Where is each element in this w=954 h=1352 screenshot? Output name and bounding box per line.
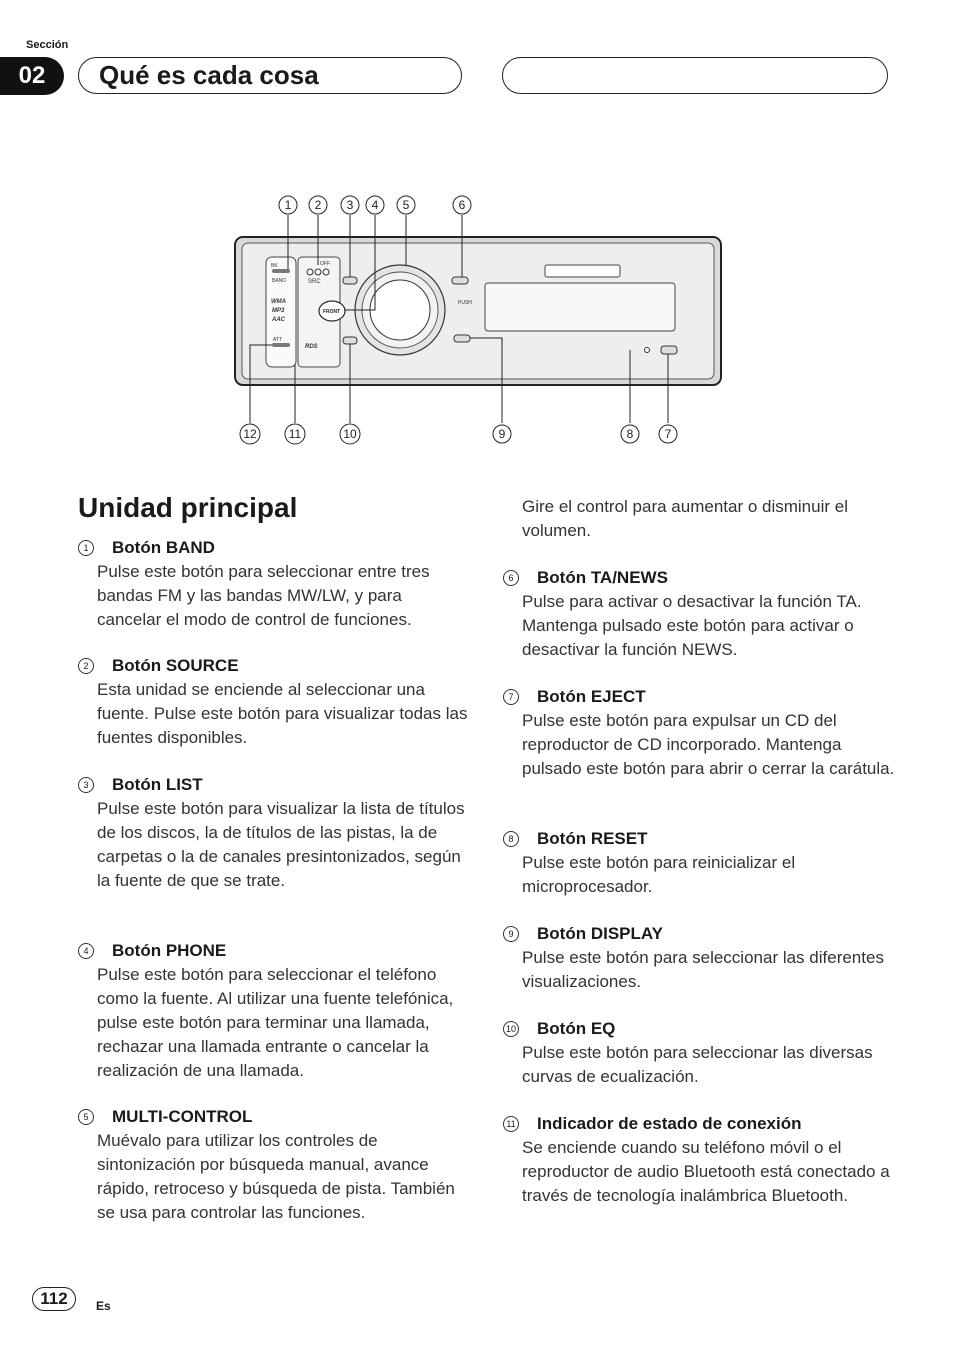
blank-header-box: [502, 57, 888, 94]
item-number: 4: [78, 943, 94, 959]
list-item: [78, 773, 470, 893]
item-title: Botón BAND: [112, 538, 215, 557]
item-number: 11: [503, 1116, 519, 1132]
section-heading: Unidad principal: [78, 492, 298, 523]
callout-3: 3: [346, 198, 354, 212]
label-src: SRC: [308, 279, 321, 285]
eject-button[interactable]: [661, 346, 677, 354]
callout-7: 7: [664, 427, 672, 441]
item-description: Pulse este botón para reinicializar el microprocesador.: [522, 853, 796, 896]
item-description: Pulse este botón para seleccionar las diferentes visualizaciones.: [522, 948, 884, 991]
item-number: 6: [503, 570, 519, 586]
item-number: 3: [78, 777, 94, 793]
label-att: ATT: [273, 337, 283, 343]
label-push: PUSH: [458, 300, 472, 306]
item-description: Pulse este botón para expulsar un CD del reproductor de CD incorporado. Mantenga pulsado este botón para abrir o cerrar la carátula.: [522, 711, 895, 778]
label-mp3: MP3: [272, 308, 285, 314]
section-number-badge: 02: [0, 57, 64, 95]
item-description: Se enciende cuando su teléfono móvil o el reproductor de audio Bluetooth está conectado a través de tecnología inalámbrica Bluetooth.: [522, 1138, 890, 1205]
item-number: 7: [503, 689, 519, 705]
language-code: Es: [96, 1299, 111, 1313]
list-button[interactable]: [343, 277, 357, 284]
item-number: 5: [78, 1109, 94, 1125]
callout-1: 1: [284, 198, 292, 212]
item-description: Pulse este botón para visualizar la lista de títulos de los discos, la de títulos de las pistas, la de carpetas o la de canales presintonizados, según la fuente de que se trate.: [97, 799, 465, 890]
list-item: [78, 654, 470, 750]
list-item: [503, 1112, 895, 1208]
head-unit-illustration: [200, 185, 760, 465]
item-number: 9: [503, 926, 519, 942]
continued-paragraph: [503, 495, 895, 543]
callout-4: 4: [371, 198, 379, 212]
list-item: [503, 1017, 895, 1089]
item-title: Botón RESET: [537, 829, 648, 848]
ta-news-button[interactable]: [452, 277, 468, 284]
page-number: 112: [32, 1287, 76, 1311]
label-off: OFF: [320, 261, 330, 267]
label-band: BAND: [272, 278, 286, 284]
item-description: Esta unidad se enciende al seleccionar una fuente. Pulse este botón para visualizar todas las fuentes disponibles.: [97, 680, 468, 747]
callout-10: 10: [343, 427, 357, 441]
item-title: Botón EJECT: [537, 687, 646, 706]
item-description: Pulse para activar o desactivar la función TA. Mantenga pulsado este botón para activar o desactivar la función NEWS.: [522, 592, 862, 659]
label-bk: BK: [271, 263, 278, 269]
item-number: 1: [78, 540, 94, 556]
item-title: Botón PHONE: [112, 941, 227, 960]
item-title: Botón TA/NEWS: [537, 568, 668, 587]
eq-button[interactable]: [343, 337, 357, 344]
item-description: Pulse este botón para seleccionar las diversas curvas de ecualización.: [522, 1043, 873, 1086]
item-title: MULTI-CONTROL: [112, 1107, 253, 1126]
item-title: Botón EQ: [537, 1019, 616, 1038]
callout-9: 9: [498, 427, 506, 441]
display-window: [485, 283, 675, 331]
item-title: Botón LIST: [112, 775, 203, 794]
item-title: Indicador de estado de conexión: [537, 1114, 802, 1133]
item-title: Botón DISPLAY: [537, 924, 663, 943]
list-item: [503, 827, 895, 899]
callout-6: 6: [458, 198, 466, 212]
page-title: Qué es cada cosa: [78, 57, 462, 94]
label-rds: RDS: [305, 344, 318, 350]
item-number: 8: [503, 831, 519, 847]
callout-11: 11: [288, 427, 302, 441]
list-item: [503, 685, 895, 781]
head-unit-diagram: [200, 185, 760, 465]
item-number: 10: [503, 1021, 519, 1037]
att-button[interactable]: [272, 343, 290, 347]
label-front: FRONT: [323, 309, 341, 315]
continued-text: Gire el control para aumentar o disminuir el volumen.: [522, 497, 848, 540]
item-description: Muévalo para utilizar los controles de sintonización por búsqueda manual, avance rápido, retroceso y búsqueda de pista. También se usa para controlar las funciones.: [97, 1131, 455, 1222]
callouts-top: [279, 196, 471, 214]
callout-5: 5: [402, 198, 410, 212]
section-label: Sección: [26, 39, 69, 51]
callouts-bottom: [240, 424, 677, 444]
callout-2: 2: [314, 198, 322, 212]
item-description: Pulse este botón para seleccionar entre tres bandas FM y las bandas MW/LW, y para cancelar el modo de control de funciones.: [97, 562, 430, 629]
item-title: Botón SOURCE: [112, 656, 239, 675]
display-button[interactable]: [454, 335, 470, 342]
band-button[interactable]: [272, 269, 290, 273]
list-item: [78, 536, 470, 632]
label-aac: AAC: [272, 317, 285, 323]
list-item: [503, 566, 895, 662]
disc-slot: [545, 265, 620, 277]
list-item: [503, 922, 895, 994]
item-description: Pulse este botón para seleccionar el teléfono como la fuente. Al utilizar una fuente telefónica, pulse este botón para terminar una llamada, rechazar una llamada entrante o cancelar la realización de una llamada.: [97, 965, 454, 1080]
callout-12: 12: [243, 427, 257, 441]
label-wma: WMA: [271, 299, 286, 305]
callout-8: 8: [626, 427, 634, 441]
list-item: [78, 939, 470, 1083]
multi-control-knob[interactable]: [370, 280, 430, 340]
item-number: 2: [78, 658, 94, 674]
list-item: [78, 1105, 470, 1225]
reset-button[interactable]: [645, 348, 650, 353]
